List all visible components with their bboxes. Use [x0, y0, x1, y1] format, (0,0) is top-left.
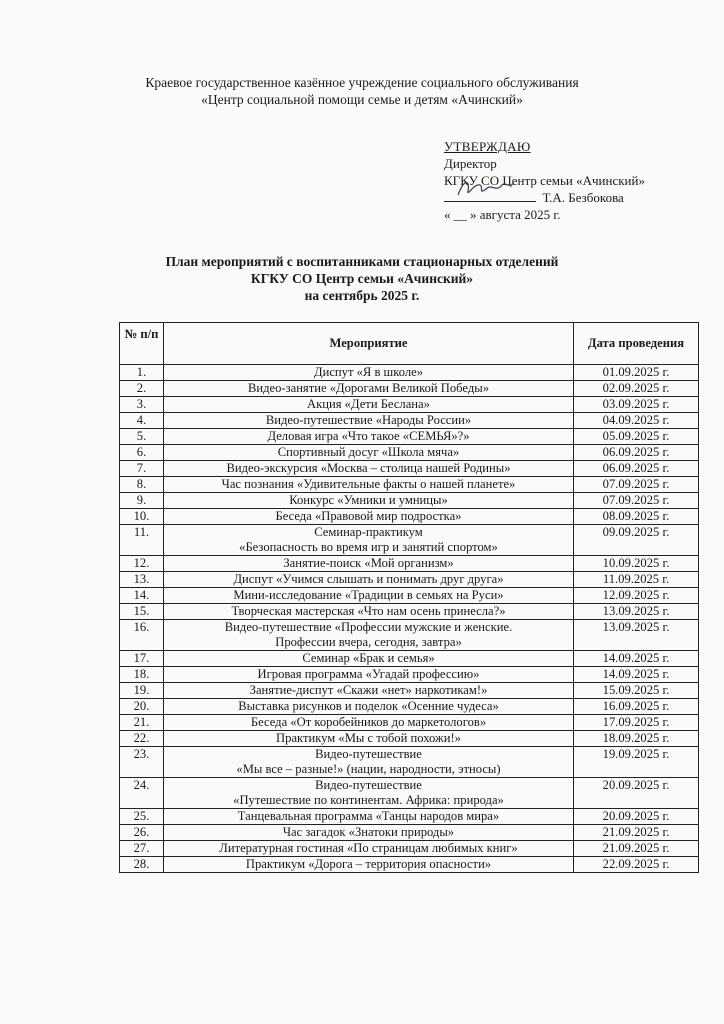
row-event: [164, 477, 574, 493]
row-date: 06.09.2025 г.: [574, 445, 699, 461]
table-row: [120, 715, 699, 731]
row-number: 15.: [120, 604, 164, 620]
header-num: № п/п: [120, 323, 164, 365]
row-number: 16.: [120, 620, 164, 651]
row-event: [164, 731, 574, 747]
approval-signer: Т.А. Безбокова: [542, 190, 624, 205]
row-number: 20.: [120, 699, 164, 715]
approval-block: [444, 138, 645, 223]
table-row: [120, 604, 699, 620]
row-date: 19.09.2025 г.: [574, 747, 699, 778]
title-line-3: на сентябрь 2025 г.: [304, 288, 420, 303]
row-number: 6.: [120, 445, 164, 461]
row-event: [164, 620, 574, 651]
row-number: 4.: [120, 413, 164, 429]
row-date: 12.09.2025 г.: [574, 588, 699, 604]
event-text-line: «Мы все – разные!» (нации, народности, этносы): [236, 762, 501, 776]
table-row: [120, 747, 699, 778]
row-date: 16.09.2025 г.: [574, 699, 699, 715]
row-number: 11.: [120, 525, 164, 556]
row-date: 21.09.2025 г.: [574, 841, 699, 857]
approval-heading: УТВЕРЖДАЮ: [444, 139, 531, 154]
row-date: 03.09.2025 г.: [574, 397, 699, 413]
approval-date: « __ » августа 2025 г.: [444, 207, 561, 222]
row-event: [164, 604, 574, 620]
approval-position: Директор: [444, 156, 497, 171]
row-number: 23.: [120, 747, 164, 778]
row-date: 22.09.2025 г.: [574, 857, 699, 873]
event-text-line: «Путешествие по континентам. Африка: природа»: [233, 793, 504, 807]
event-text-line: «Безопасность во время игр и занятий спортом»: [239, 540, 498, 554]
table-row: [120, 620, 699, 651]
table-row: [120, 413, 699, 429]
row-event: [164, 381, 574, 397]
event-text-line: Занятие-диспут «Скажи «нет» наркотикам!»: [249, 683, 488, 697]
event-text-line: Выставка рисунков и поделок «Осенние чудеса»: [238, 699, 499, 713]
row-event: [164, 857, 574, 873]
event-text-line: Семинар «Брак и семья»: [302, 651, 435, 665]
row-number: 27.: [120, 841, 164, 857]
table-row: [120, 809, 699, 825]
event-text-line: Семинар-практикум: [314, 525, 423, 539]
row-event: [164, 429, 574, 445]
event-text-line: Акция «Дети Беслана»: [307, 397, 430, 411]
row-number: 17.: [120, 651, 164, 667]
row-date: 11.09.2025 г.: [574, 572, 699, 588]
row-date: 13.09.2025 г.: [574, 620, 699, 651]
table-row: [120, 841, 699, 857]
table-row: [120, 683, 699, 699]
event-text-line: Видео-занятие «Дорогами Великой Победы»: [248, 381, 489, 395]
header-date: Дата проведения: [574, 323, 699, 365]
row-number: 28.: [120, 857, 164, 873]
event-text-line: Диспут «Учимся слышать и понимать друг друга»: [233, 572, 504, 586]
event-text-line: Видео-путешествие «Народы России»: [265, 413, 472, 427]
row-event: [164, 509, 574, 525]
row-number: 26.: [120, 825, 164, 841]
table-row: [120, 556, 699, 572]
table-row: [120, 397, 699, 413]
table-row: [120, 509, 699, 525]
row-event: [164, 841, 574, 857]
table-body: [120, 365, 699, 873]
row-event: [164, 651, 574, 667]
row-number: 13.: [120, 572, 164, 588]
row-number: 24.: [120, 778, 164, 809]
table-row: [120, 778, 699, 809]
event-text-line: Танцевальная программа «Танцы народов мира»: [237, 809, 500, 823]
row-event: [164, 825, 574, 841]
row-date: 10.09.2025 г.: [574, 556, 699, 572]
row-number: 7.: [120, 461, 164, 477]
approval-institution: КГКУ СО Центр семьи «Ачинский»: [444, 173, 645, 188]
org-line-1: Краевое государственное казённое учреждение социального обслуживания: [145, 75, 579, 90]
row-event: [164, 461, 574, 477]
title-line-1: План мероприятий с воспитанниками стационарных отделений: [165, 254, 559, 269]
row-event: [164, 699, 574, 715]
row-event: [164, 747, 574, 778]
row-date: 21.09.2025 г.: [574, 825, 699, 841]
event-text-line: Игровая программа «Угадай профессию»: [257, 667, 480, 681]
row-date: 17.09.2025 г.: [574, 715, 699, 731]
event-text-line: Час загадок «Знатоки природы»: [282, 825, 455, 839]
row-number: 19.: [120, 683, 164, 699]
row-date: 08.09.2025 г.: [574, 509, 699, 525]
row-number: 21.: [120, 715, 164, 731]
event-text-line: Профессии вчера, сегодня, завтра»: [275, 635, 462, 649]
table-row: [120, 731, 699, 747]
event-text-line: Час познания «Удивительные факты о нашей планете»: [221, 477, 516, 491]
row-event: [164, 715, 574, 731]
table-row: [120, 572, 699, 588]
row-date: 02.09.2025 г.: [574, 381, 699, 397]
row-event: [164, 493, 574, 509]
row-event: [164, 365, 574, 381]
table-row: [120, 445, 699, 461]
table-row: [120, 381, 699, 397]
table-row: [120, 429, 699, 445]
row-event: [164, 556, 574, 572]
event-text-line: Видео-путешествие: [315, 778, 422, 792]
org-line-2: «Центр социальной помощи семье и детям «Ачинский»: [201, 92, 523, 107]
event-text-line: Беседа «Правовой мир подростка»: [275, 509, 462, 523]
table-row: [120, 461, 699, 477]
table-row: [120, 525, 699, 556]
row-date: 07.09.2025 г.: [574, 493, 699, 509]
title-line-2: КГКУ СО Центр семьи «Ачинский»: [250, 271, 474, 286]
row-date: 20.09.2025 г.: [574, 809, 699, 825]
table-row: [120, 699, 699, 715]
row-number: 2.: [120, 381, 164, 397]
row-number: 18.: [120, 667, 164, 683]
row-event: [164, 397, 574, 413]
row-number: 10.: [120, 509, 164, 525]
row-date: 05.09.2025 г.: [574, 429, 699, 445]
event-text-line: Диспут «Я в школе»: [313, 365, 424, 379]
table-row: [120, 365, 699, 381]
row-event: [164, 667, 574, 683]
row-event: [164, 809, 574, 825]
row-date: 07.09.2025 г.: [574, 477, 699, 493]
event-text-line: Деловая игра «Что такое «СЕМЬЯ»?»: [267, 429, 470, 443]
row-event: [164, 778, 574, 809]
row-number: 9.: [120, 493, 164, 509]
event-text-line: Видео-экскурсия «Москва – столица нашей Родины»: [226, 461, 511, 475]
row-number: 12.: [120, 556, 164, 572]
row-number: 5.: [120, 429, 164, 445]
table-row: [120, 857, 699, 873]
table-row: [120, 588, 699, 604]
row-date: 14.09.2025 г.: [574, 667, 699, 683]
row-event: [164, 445, 574, 461]
table-row: [120, 477, 699, 493]
row-date: 14.09.2025 г.: [574, 651, 699, 667]
row-date: 06.09.2025 г.: [574, 461, 699, 477]
table-header-row: [120, 323, 699, 365]
row-date: 13.09.2025 г.: [574, 604, 699, 620]
event-text-line: Спортивный досуг «Школа мяча»: [277, 445, 460, 459]
event-text-line: Практикум «Дорога – территория опасности»: [245, 857, 492, 871]
event-text-line: Литературная гостиная «По страницам любимых книг»: [219, 841, 518, 855]
table-row: [120, 651, 699, 667]
header-event: Мероприятие: [164, 323, 574, 365]
row-date: 18.09.2025 г.: [574, 731, 699, 747]
row-event: [164, 588, 574, 604]
row-date: 09.09.2025 г.: [574, 525, 699, 556]
row-event: [164, 525, 574, 556]
event-text-line: Беседа «От коробейников до маркетологов»: [250, 715, 487, 729]
row-number: 25.: [120, 809, 164, 825]
event-text-line: Творческая мастерская «Что нам осень принесла?»: [231, 604, 506, 618]
row-number: 14.: [120, 588, 164, 604]
event-text-line: Практикум «Мы с тобой похожи!»: [276, 731, 461, 745]
row-date: 20.09.2025 г.: [574, 778, 699, 809]
event-text-line: Видео-путешествие: [315, 747, 422, 761]
table-row: [120, 825, 699, 841]
row-number: 8.: [120, 477, 164, 493]
event-text-line: Видео-путешествие «Профессии мужские и женские.: [224, 620, 513, 634]
row-event: [164, 572, 574, 588]
row-date: 15.09.2025 г.: [574, 683, 699, 699]
event-text-line: Мини-исследование «Традиции в семьях на Руси»: [233, 588, 504, 602]
events-table: [119, 322, 699, 873]
row-number: 22.: [120, 731, 164, 747]
row-event: [164, 413, 574, 429]
table-row: [120, 667, 699, 683]
signature-icon: [456, 175, 526, 201]
row-date: 04.09.2025 г.: [574, 413, 699, 429]
row-number: 1.: [120, 365, 164, 381]
row-number: 3.: [120, 397, 164, 413]
row-date: 01.09.2025 г.: [574, 365, 699, 381]
row-event: [164, 683, 574, 699]
signature-line: [444, 191, 536, 202]
event-text-line: Конкурс «Умники и умницы»: [289, 493, 448, 507]
document-title: [0, 253, 724, 304]
organization-header: [0, 74, 724, 108]
approval-signature-row: [444, 189, 645, 206]
event-text-line: Занятие-поиск «Мой организм»: [283, 556, 454, 570]
table-row: [120, 493, 699, 509]
